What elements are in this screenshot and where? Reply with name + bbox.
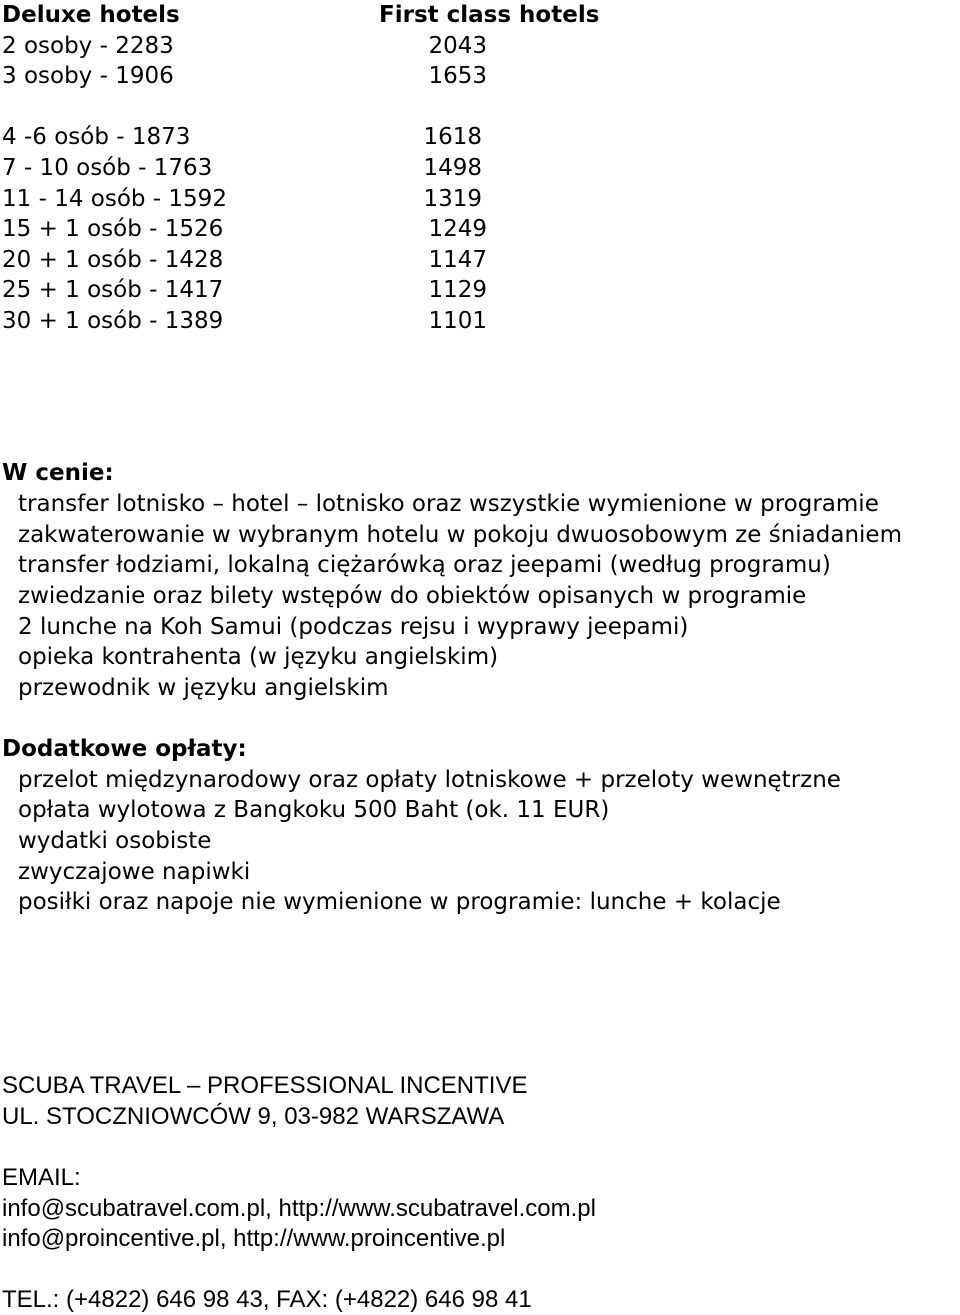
deluxe-hotels-header: Deluxe hotels — [2, 2, 180, 28]
price-row-first-class: 1319 — [423, 186, 482, 212]
price-row-group: 25 + 1 osób - 1417 — [2, 277, 224, 303]
price-row-first-class: 1498 — [423, 155, 482, 181]
included-item: przewodnik w języku angielskim — [18, 675, 389, 701]
price-row-group: 11 - 14 osób - 1592 — [2, 186, 227, 212]
included-item: zakwaterowanie w wybranym hotelu w pokoju dwuosobowym ze śniadaniem — [18, 522, 902, 548]
email-line-proincentive[interactable]: info@proincentive.pl, http://www.proincentive.pl — [2, 1225, 506, 1252]
price-row-group: 2 osoby - 2283 — [2, 33, 174, 59]
included-item: transfer lotnisko – hotel – lotnisko oraz wszystkie wymienione w programie — [18, 491, 879, 517]
extra-fee-item: opłata wylotowa z Bangkoku 500 Baht (ok. 11 EUR) — [18, 797, 610, 823]
price-row-group: 15 + 1 osób - 1526 — [2, 216, 224, 242]
included-item: transfer łodziami, lokalną ciężarówką oraz jeepami (według programu) — [18, 552, 831, 578]
price-row-group: 4 -6 osób - 1873 — [2, 124, 191, 150]
included-item: 2 lunche na Koh Samui (podczas rejsu i wyprawy jeepami) — [18, 614, 689, 640]
email-line-scubatravel[interactable]: info@scubatravel.com.pl, http://www.scubatravel.com.pl — [2, 1195, 596, 1222]
price-row-first-class: 2043 — [428, 33, 487, 59]
included-item: opieka kontrahenta (w języku angielskim) — [18, 644, 499, 670]
extra-fee-item: wydatki osobiste — [18, 828, 212, 854]
price-row-first-class: 1653 — [428, 63, 487, 89]
company-address: UL. STOCZNIOWCÓW 9, 03-982 WARSZAWA — [2, 1103, 505, 1130]
first-class-hotels-header: First class hotels — [379, 2, 600, 28]
price-row-first-class: 1129 — [428, 277, 487, 303]
price-row-group: 20 + 1 osób - 1428 — [2, 247, 224, 273]
price-row-group: 3 osoby - 1906 — [2, 63, 174, 89]
price-row-first-class: 1618 — [423, 124, 482, 150]
tel-fax: TEL.: (+4822) 646 98 43, FAX: (+4822) 646 98 41 — [2, 1286, 532, 1313]
price-row-first-class: 1101 — [428, 308, 487, 334]
company-name: SCUBA TRAVEL – PROFESSIONAL INCENTIVE — [2, 1072, 528, 1099]
extra-fee-item: posiłki oraz napoje nie wymienione w programie: lunche + kolacje — [18, 889, 781, 915]
price-row-first-class: 1147 — [428, 247, 487, 273]
price-row-first-class: 1249 — [428, 216, 487, 242]
extra-fee-item: zwyczajowe napiwki — [18, 859, 251, 885]
email-label: EMAIL: — [2, 1164, 81, 1191]
included-heading: W cenie: — [2, 460, 114, 486]
extra-fees-heading: Dodatkowe opłaty: — [2, 736, 247, 762]
extra-fee-item: przelot międzynarodowy oraz opłaty lotniskowe + przeloty wewnętrzne — [18, 767, 841, 793]
price-row-group: 30 + 1 osób - 1389 — [2, 308, 224, 334]
included-item: zwiedzanie oraz bilety wstępów do obiektów opisanych w programie — [18, 583, 807, 609]
price-row-group: 7 - 10 osób - 1763 — [2, 155, 213, 181]
